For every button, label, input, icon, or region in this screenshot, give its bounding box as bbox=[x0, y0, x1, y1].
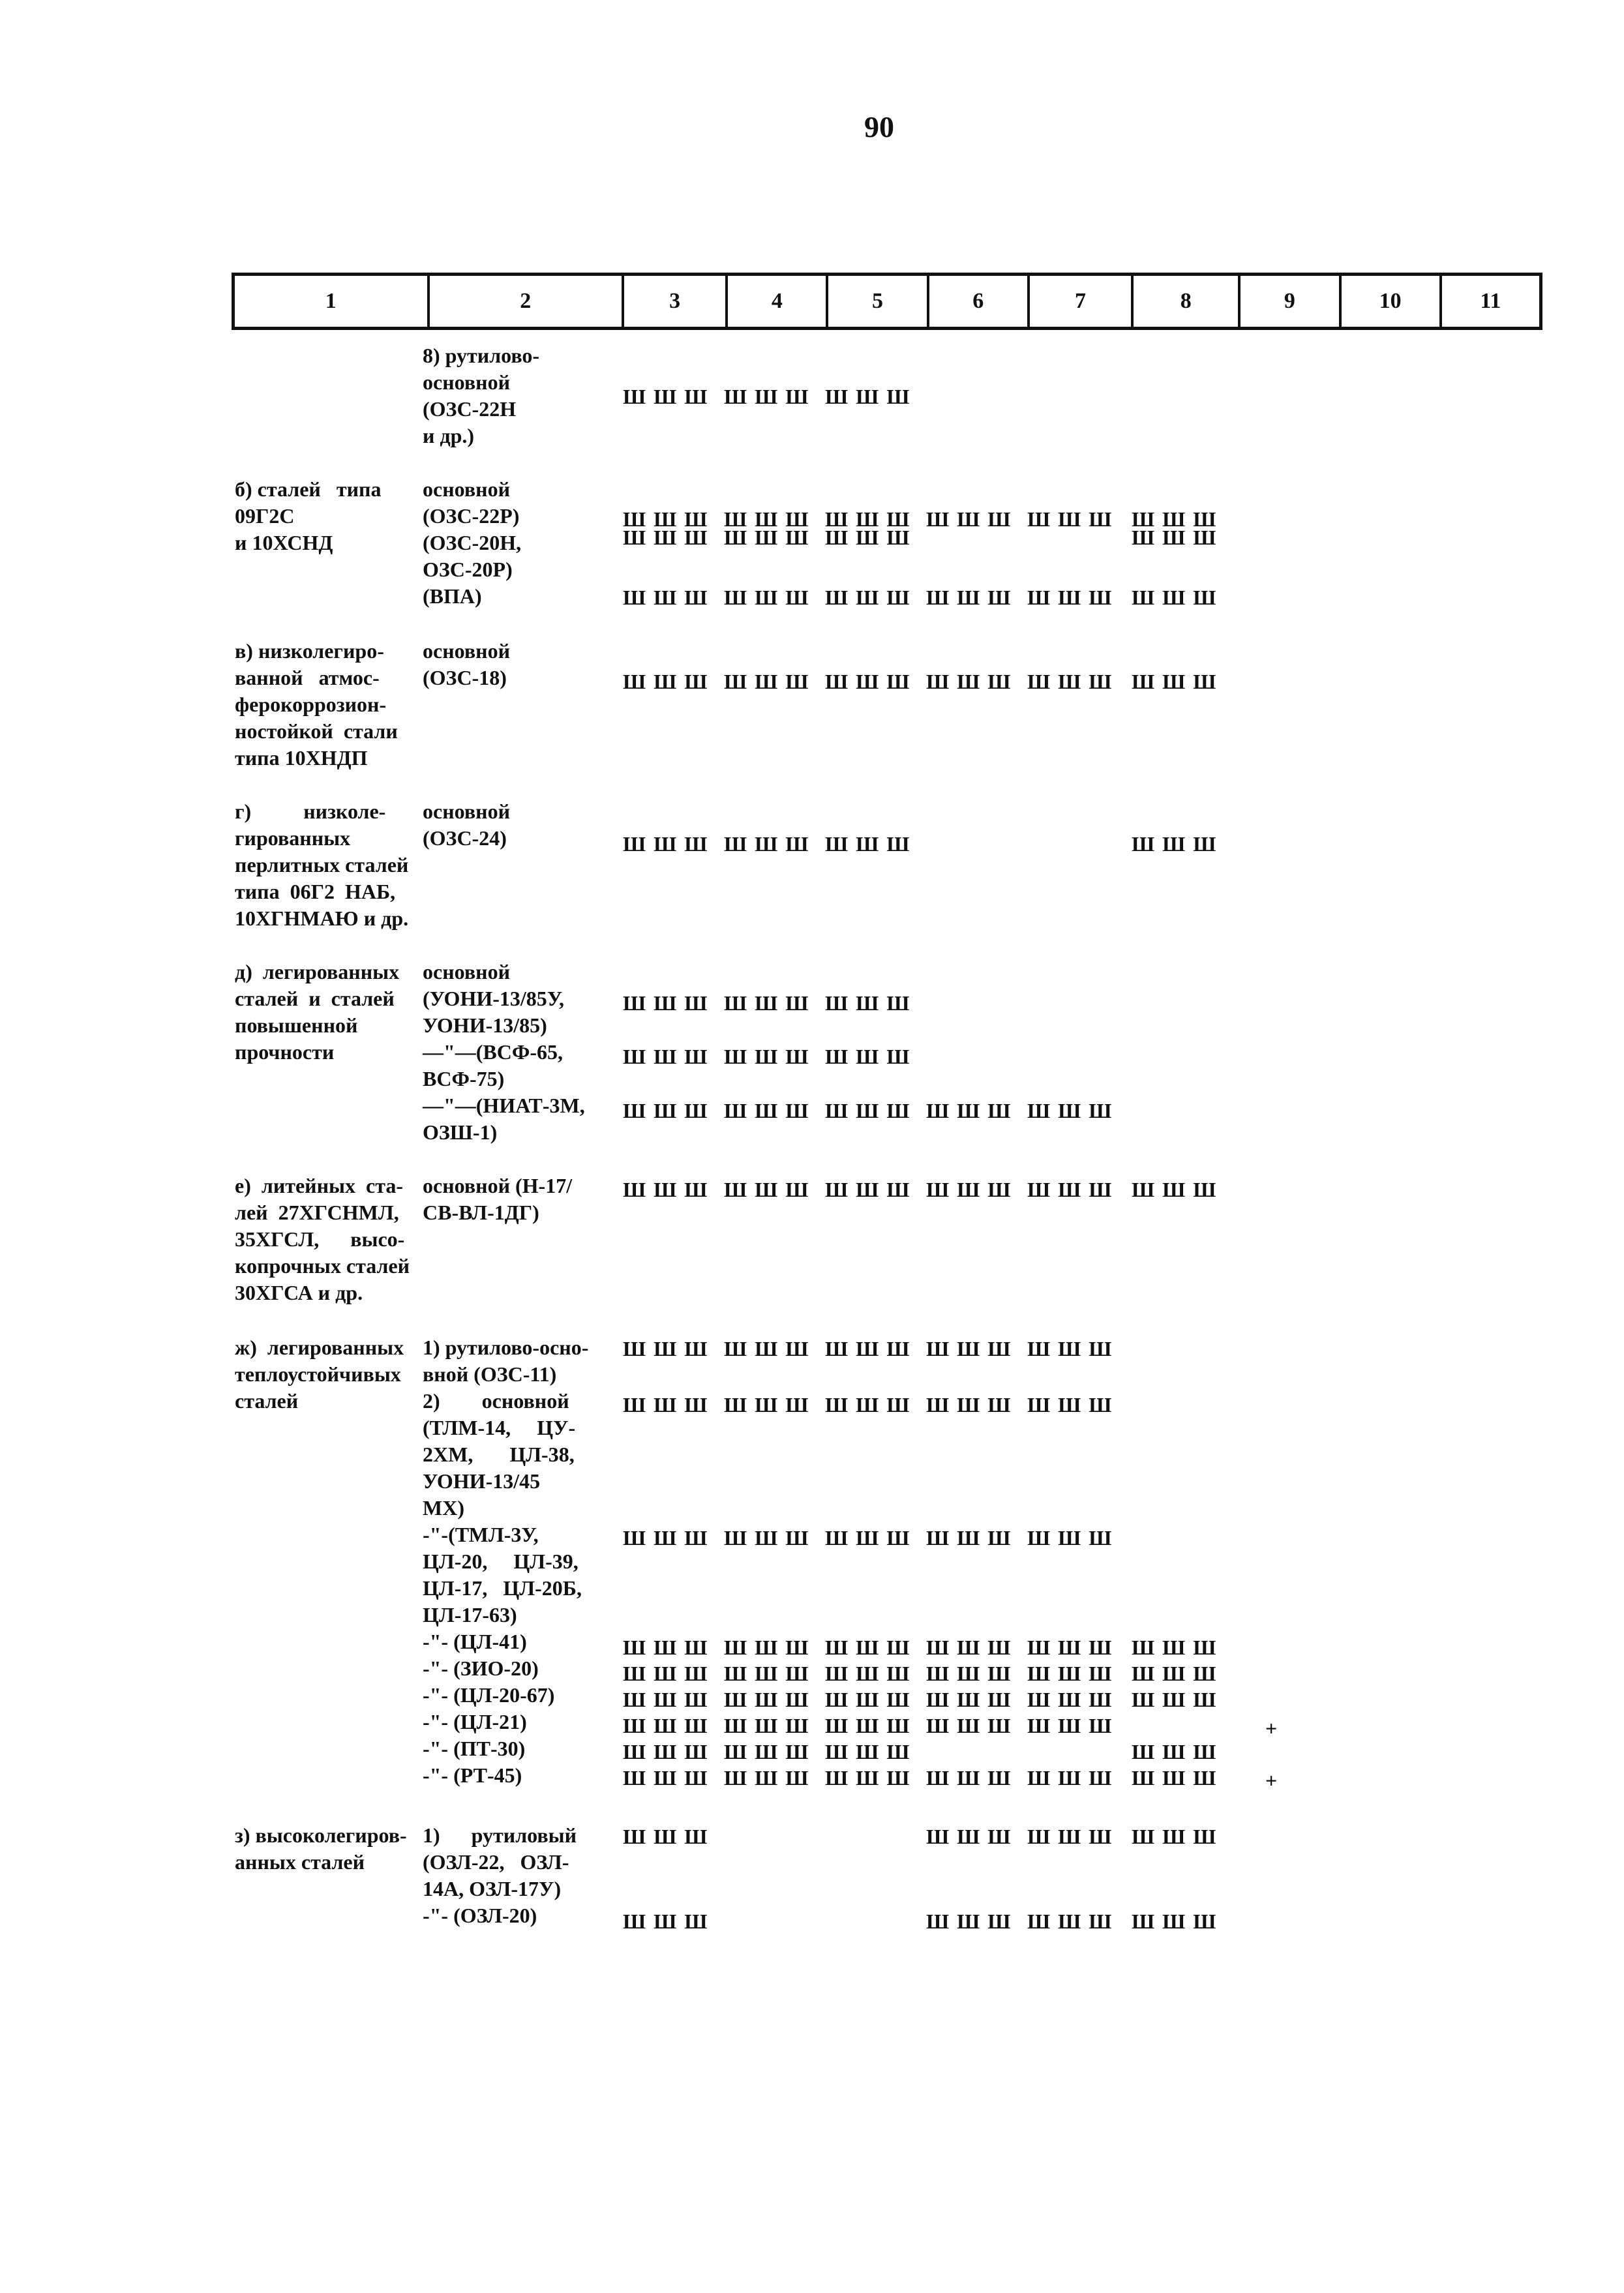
electrode-heat-resistant: 1) рутилово-осно- вной (ОЗС-11) 2) основной (ТЛМ-14, ЦУ- 2ХМ, ЦЛ-38, УОНИ-13/45 МХ) -"-(ТМЛ-3У, ЦЛ-20, ЦЛ-39, ЦЛ-17, ЦЛ-20Б, ЦЛ-17-63) -"- (ЦЛ-41) -"- (ЗИО-20) -"- (ЦЛ-20-67) -"- (ЦЛ-21) -"- (ПТ-30) -"- (РТ-45) bbox=[423, 1336, 589, 1787]
mark-col-3: Ш Ш Ш bbox=[623, 526, 709, 549]
mark-col-3: Ш Ш Ш bbox=[623, 586, 709, 609]
mark-col-7: Ш Ш Ш bbox=[1027, 1099, 1113, 1122]
mark-col-6: Ш Ш Ш bbox=[926, 1337, 1012, 1360]
header-col-6: 6 bbox=[929, 276, 1030, 327]
mark-col-4: Ш Ш Ш bbox=[724, 670, 810, 693]
header-col-8: 8 bbox=[1134, 276, 1241, 327]
header-col-1: 1 bbox=[235, 276, 430, 327]
mark-col-8: Ш Ш Ш bbox=[1132, 670, 1218, 693]
page-number: 90 bbox=[864, 110, 894, 143]
mark-col-5: Ш Ш Ш bbox=[825, 1178, 911, 1201]
header-col-10: 10 bbox=[1342, 276, 1442, 327]
electrode-uoni: основной (УОНИ-13/85У, УОНИ-13/85) —"—(ВСФ-65, ВСФ-75) —"—(НИАТ-3М, ОЗШ-1) bbox=[423, 960, 585, 1144]
mark-col-5: Ш Ш Ш bbox=[825, 1740, 911, 1763]
steel-group-zh: ж) легированных теплоустойчивых сталей bbox=[235, 1336, 404, 1413]
steel-group-z: з) высоколегиров- анных сталей bbox=[235, 1823, 407, 1874]
steel-group-e: е) литейных ста- лей 27ХГСНМЛ, 35ХГСЛ, высо- копрочных сталей 30ХГСА и др. bbox=[235, 1174, 410, 1304]
mark-col-4: Ш Ш Ш bbox=[724, 1099, 810, 1122]
header-col-9: 9 bbox=[1241, 276, 1341, 327]
mark-col-8: Ш Ш Ш bbox=[1132, 1178, 1218, 1201]
steel-group-g: г) низколе- гированных перлитных сталей типа 06Г2 НАБ, 10ХГНМАЮ и др. bbox=[235, 800, 409, 930]
mark-col-3: Ш Ш Ш bbox=[623, 1714, 709, 1737]
mark-col-5: Ш Ш Ш bbox=[825, 670, 911, 693]
mark-col-6: Ш Ш Ш bbox=[926, 1526, 1012, 1550]
mark-col-6: Ш Ш Ш bbox=[926, 1099, 1012, 1122]
mark-col-8: Ш Ш Ш bbox=[1132, 507, 1218, 531]
mark-col-5: Ш Ш Ш bbox=[825, 1337, 911, 1360]
mark-col-6: Ш Ш Ш bbox=[926, 1178, 1012, 1201]
mark-col-3: Ш Ш Ш bbox=[623, 1740, 709, 1763]
mark-col-5: Ш Ш Ш bbox=[825, 586, 911, 609]
mark-col-4: Ш Ш Ш bbox=[724, 385, 810, 408]
electrode-ozs-24: основной (ОЗС-24) bbox=[423, 800, 510, 850]
mark-col-3: Ш Ш Ш bbox=[623, 1688, 709, 1711]
mark-col-6: Ш Ш Ш bbox=[926, 1688, 1012, 1711]
mark-col-5: Ш Ш Ш bbox=[825, 1393, 911, 1416]
mark-col-7: Ш Ш Ш bbox=[1027, 1825, 1113, 1848]
mark-col-6: Ш Ш Ш bbox=[926, 670, 1012, 693]
mark-col-4: Ш Ш Ш bbox=[724, 1662, 810, 1685]
mark-col-5: Ш Ш Ш bbox=[825, 991, 911, 1015]
mark-col-5: Ш Ш Ш bbox=[825, 832, 911, 856]
plus-mark-col-11: + bbox=[1265, 1769, 1279, 1792]
mark-col-3: Ш Ш Ш bbox=[623, 1526, 709, 1550]
mark-col-4: Ш Ш Ш bbox=[724, 507, 810, 531]
mark-col-3: Ш Ш Ш bbox=[623, 832, 709, 856]
mark-col-5: Ш Ш Ш bbox=[825, 1688, 911, 1711]
mark-col-8: Ш Ш Ш bbox=[1132, 1740, 1218, 1763]
mark-col-3: Ш Ш Ш bbox=[623, 1045, 709, 1068]
mark-col-7: Ш Ш Ш bbox=[1027, 1714, 1113, 1737]
mark-col-3: Ш Ш Ш bbox=[623, 1910, 709, 1933]
electrode-ozs-18: основной (ОЗС-18) bbox=[423, 639, 510, 689]
electrode-ozl: 1) рутиловый (ОЗЛ-22, ОЗЛ- 14А, ОЗЛ-17У) -"- (ОЗЛ-20) bbox=[423, 1823, 577, 1927]
mark-col-8: Ш Ш Ш bbox=[1132, 1662, 1218, 1685]
plus-mark-col-11: + bbox=[1265, 1716, 1279, 1740]
mark-col-5: Ш Ш Ш bbox=[825, 1662, 911, 1685]
header-col-3: 3 bbox=[624, 276, 728, 327]
mark-col-5: Ш Ш Ш bbox=[825, 526, 911, 549]
mark-col-8: Ш Ш Ш bbox=[1132, 1910, 1218, 1933]
mark-col-4: Ш Ш Ш bbox=[724, 1740, 810, 1763]
mark-col-8: Ш Ш Ш bbox=[1132, 1766, 1218, 1790]
mark-col-5: Ш Ш Ш bbox=[825, 1099, 911, 1122]
mark-col-4: Ш Ш Ш bbox=[724, 1337, 810, 1360]
mark-col-7: Ш Ш Ш bbox=[1027, 1178, 1113, 1201]
mark-col-7: Ш Ш Ш bbox=[1027, 1337, 1113, 1360]
mark-col-6: Ш Ш Ш bbox=[926, 586, 1012, 609]
mark-col-4: Ш Ш Ш bbox=[724, 1393, 810, 1416]
mark-col-3: Ш Ш Ш bbox=[623, 1099, 709, 1122]
mark-col-8: Ш Ш Ш bbox=[1132, 526, 1218, 549]
mark-col-5: Ш Ш Ш bbox=[825, 1714, 911, 1737]
electrode-n-17: основной (Н-17/ СВ-ВЛ-1ДГ) bbox=[423, 1174, 573, 1224]
mark-col-4: Ш Ш Ш bbox=[724, 1178, 810, 1201]
mark-col-4: Ш Ш Ш bbox=[724, 1714, 810, 1737]
mark-col-8: Ш Ш Ш bbox=[1132, 832, 1218, 856]
mark-col-6: Ш Ш Ш bbox=[926, 1393, 1012, 1416]
mark-col-3: Ш Ш Ш bbox=[623, 1662, 709, 1685]
mark-col-3: Ш Ш Ш bbox=[623, 385, 709, 408]
mark-col-3: Ш Ш Ш bbox=[623, 1178, 709, 1201]
mark-col-6: Ш Ш Ш bbox=[926, 507, 1012, 531]
mark-col-3: Ш Ш Ш bbox=[623, 1766, 709, 1790]
mark-col-6: Ш Ш Ш bbox=[926, 1662, 1012, 1685]
header-col-4: 4 bbox=[728, 276, 828, 327]
header-col-5: 5 bbox=[828, 276, 929, 327]
mark-col-5: Ш Ш Ш bbox=[825, 1766, 911, 1790]
mark-col-3: Ш Ш Ш bbox=[623, 1337, 709, 1360]
mark-col-7: Ш Ш Ш bbox=[1027, 1688, 1113, 1711]
mark-col-6: Ш Ш Ш bbox=[926, 1714, 1012, 1737]
mark-col-7: Ш Ш Ш bbox=[1027, 507, 1113, 531]
mark-col-4: Ш Ш Ш bbox=[724, 991, 810, 1015]
mark-col-8: Ш Ш Ш bbox=[1132, 586, 1218, 609]
mark-col-3: Ш Ш Ш bbox=[623, 1393, 709, 1416]
mark-col-6: Ш Ш Ш bbox=[926, 1910, 1012, 1933]
header-col-7: 7 bbox=[1030, 276, 1134, 327]
mark-col-7: Ш Ш Ш bbox=[1027, 1526, 1113, 1550]
mark-col-6: Ш Ш Ш bbox=[926, 1766, 1012, 1790]
mark-col-7: Ш Ш Ш bbox=[1027, 1393, 1113, 1416]
mark-col-7: Ш Ш Ш bbox=[1027, 1766, 1113, 1790]
steel-group-b: б) сталей типа 09Г2С и 10ХСНД bbox=[235, 477, 382, 554]
mark-col-4: Ш Ш Ш bbox=[724, 1636, 810, 1659]
mark-col-4: Ш Ш Ш bbox=[724, 586, 810, 609]
mark-col-8: Ш Ш Ш bbox=[1132, 1636, 1218, 1659]
mark-col-7: Ш Ш Ш bbox=[1027, 586, 1113, 609]
mark-col-8: Ш Ш Ш bbox=[1132, 1825, 1218, 1848]
mark-col-4: Ш Ш Ш bbox=[724, 526, 810, 549]
column-header-row bbox=[232, 273, 1542, 330]
electrode-ozs-22r: основной (ОЗС-22Р) (ОЗС-20Н, ОЗС-20Р) (ВПА) bbox=[423, 477, 522, 608]
mark-col-7: Ш Ш Ш bbox=[1027, 1662, 1113, 1685]
mark-col-7: Ш Ш Ш bbox=[1027, 1910, 1113, 1933]
mark-col-7: Ш Ш Ш bbox=[1027, 1636, 1113, 1659]
mark-col-4: Ш Ш Ш bbox=[724, 1766, 810, 1790]
mark-col-5: Ш Ш Ш bbox=[825, 1636, 911, 1659]
mark-col-4: Ш Ш Ш bbox=[724, 1045, 810, 1068]
mark-col-5: Ш Ш Ш bbox=[825, 1045, 911, 1068]
mark-col-7: Ш Ш Ш bbox=[1027, 670, 1113, 693]
mark-col-3: Ш Ш Ш bbox=[623, 991, 709, 1015]
mark-col-3: Ш Ш Ш bbox=[623, 1825, 709, 1848]
mark-col-3: Ш Ш Ш bbox=[623, 1636, 709, 1659]
mark-col-5: Ш Ш Ш bbox=[825, 385, 911, 408]
mark-col-3: Ш Ш Ш bbox=[623, 670, 709, 693]
mark-col-5: Ш Ш Ш bbox=[825, 1526, 911, 1550]
mark-col-6: Ш Ш Ш bbox=[926, 1636, 1012, 1659]
mark-col-5: Ш Ш Ш bbox=[825, 507, 911, 531]
mark-col-4: Ш Ш Ш bbox=[724, 1688, 810, 1711]
mark-col-4: Ш Ш Ш bbox=[724, 1526, 810, 1550]
mark-col-3: Ш Ш Ш bbox=[623, 507, 709, 531]
mark-col-6: Ш Ш Ш bbox=[926, 1825, 1012, 1848]
mark-col-4: Ш Ш Ш bbox=[724, 832, 810, 856]
header-col-2: 2 bbox=[430, 276, 625, 327]
steel-group-v: в) низколегиро- ванной атмос- ферокоррозион- ностойкой стали типа 10ХНДП bbox=[235, 639, 398, 770]
electrode-rutile-basic: 8) рутилово- основной (ОЗС-22Н и др.) bbox=[423, 344, 540, 447]
steel-group-d: д) легированных сталей и сталей повышенной прочности bbox=[235, 960, 400, 1064]
header-col-11: 11 bbox=[1480, 289, 1501, 313]
mark-col-8: Ш Ш Ш bbox=[1132, 1688, 1218, 1711]
